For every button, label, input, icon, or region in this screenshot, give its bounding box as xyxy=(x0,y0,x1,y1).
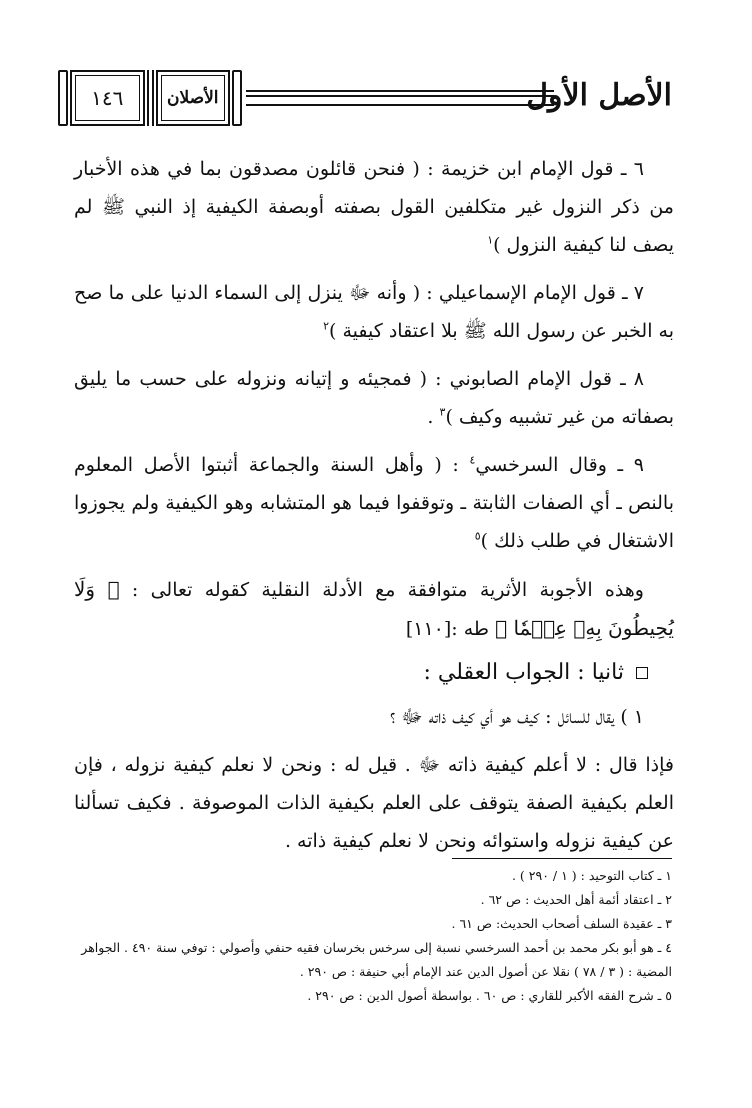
book-label-box xyxy=(156,70,231,126)
verse-reference: طه :[١١٠] xyxy=(405,618,490,640)
paragraph-7-text: فإذا قال : لا أعلم كيفية ذاته ﷻ . قيل له : ونحن لا نعلم كيفية نزوله ، فإن العلم بكيفية الصفة يتوقف على العلم بكيفية الذات الموصوفة . فكيف تسألنا عن كيفية نزوله واستوائه ونحن لا نعلم كيفية ذاته . xyxy=(74,754,674,852)
quran-verse: ﴿ وَلَا يُحِيطُونَ بِهِۦ عِلۡمٗا ﴾ xyxy=(74,577,674,640)
square-bullet-icon xyxy=(636,667,648,679)
paragraph-6 xyxy=(74,698,674,736)
footnote-3: ٣ ـ عقيدة السلف أصحاب الحديث: ص ٦١ . xyxy=(451,916,672,931)
section-heading xyxy=(74,654,674,692)
chapter-title: الأصل الأول xyxy=(526,78,672,113)
page-header xyxy=(58,62,672,134)
footnote-2: ٢ ـ اعتقاد أئمة أهل الحديث : ص ٦٢ . xyxy=(480,892,672,907)
footnote-4: ٤ ـ هو أبو بكر محمد بن أحمد السرخسي نسبة إلى سرخس بخرسان فقيه حنفي وأصولي : توفي سنة ٤٩٠ . الجواهر المضية : ( ٣ / ٧٨ ) نقلا عن أصول الدين عند الإمام أبي حنيفة : ص ٢٩٠ . xyxy=(81,940,672,979)
book-label: الأصلان xyxy=(167,88,219,108)
paragraph-3 xyxy=(74,360,674,436)
footnote-separator xyxy=(452,858,672,859)
paragraph-4-text-b: : ( وأهل السنة والجماعة أثبتوا الأصل المعلوم بالنص ـ أي الصفات الثابتة ـ وتوقفوا فيما هو المتشابه وهو الكيفية ولم يجوزوا الاشتغال في طلب ذلك ) xyxy=(74,454,674,552)
book-edge-right xyxy=(232,70,242,126)
book-ornament xyxy=(58,70,242,126)
paragraph-4-text-a: ٩ ـ وقال السرخسي xyxy=(475,454,644,476)
paragraph-1-text: ٦ ـ قول الإمام ابن خزيمة : ( فنحن قائلون مصدقون بما في هذه الأخبار من ذكر النزول غير متكلفين القول بصفته أوبصفة الكيفية إذ النبي ﷺ لم يصف لنا كيفية النزول ) xyxy=(74,158,674,256)
page-number-box xyxy=(70,70,145,126)
paragraph-3-text: ٨ ـ قول الإمام الصابوني : ( فمجيئه و إتيانه ونزوله على حسب ما يليق بصفاته من غير تشبيه وكيف ) xyxy=(74,368,674,428)
paragraph-2 xyxy=(74,274,674,350)
footnote-ref-2[interactable]: ٢ xyxy=(323,319,330,333)
section-heading-text: ثانيا : الجواب العقلي : xyxy=(423,660,624,685)
footnote-1: ١ ـ كتاب التوحيد : ( ١ / ٢٩٠ ) . xyxy=(511,868,672,883)
header-rule xyxy=(246,90,554,106)
paragraph-2-text: ٧ ـ قول الإمام الإسماعيلي : ( وأنه ﷻ ينزل إلى السماء الدنيا على ما صح به الخبر عن رسول الله ﷺ بلا اعتقاد كيفية ) xyxy=(74,282,674,342)
footnote-ref-1[interactable]: ١ xyxy=(487,233,494,247)
book-edge-left xyxy=(58,70,68,126)
paragraph-1 xyxy=(74,150,674,264)
footnote-5: ٥ ـ شرح الفقه الأكبر للقاري : ص ٦٠ . بواسطة أصول الدين : ص ٢٩٠ . xyxy=(307,988,672,1003)
page-number: ١٤٦ xyxy=(91,86,124,110)
paragraph-5-intro: وهذه الأجوبة الأثرية متوافقة مع الأدلة النقلية كقوله تعالى : xyxy=(131,579,644,601)
paragraph-6-text: ١ ) يقال للسائل : كيف هو أي كيف ذاته ﷻ ؟ xyxy=(389,706,644,728)
footnotes xyxy=(76,864,672,1008)
main-text xyxy=(74,150,674,870)
paragraph-5 xyxy=(74,570,674,648)
footnote-ref-5[interactable]: ٥ xyxy=(474,529,481,543)
paragraph-4 xyxy=(74,446,674,560)
book-spine xyxy=(147,70,154,126)
footnote-ref-4[interactable]: ٤ xyxy=(469,453,476,467)
paragraph-3-end: . xyxy=(427,406,440,428)
footnote-ref-3[interactable]: ٣ xyxy=(439,405,446,419)
paragraph-7 xyxy=(74,746,674,860)
